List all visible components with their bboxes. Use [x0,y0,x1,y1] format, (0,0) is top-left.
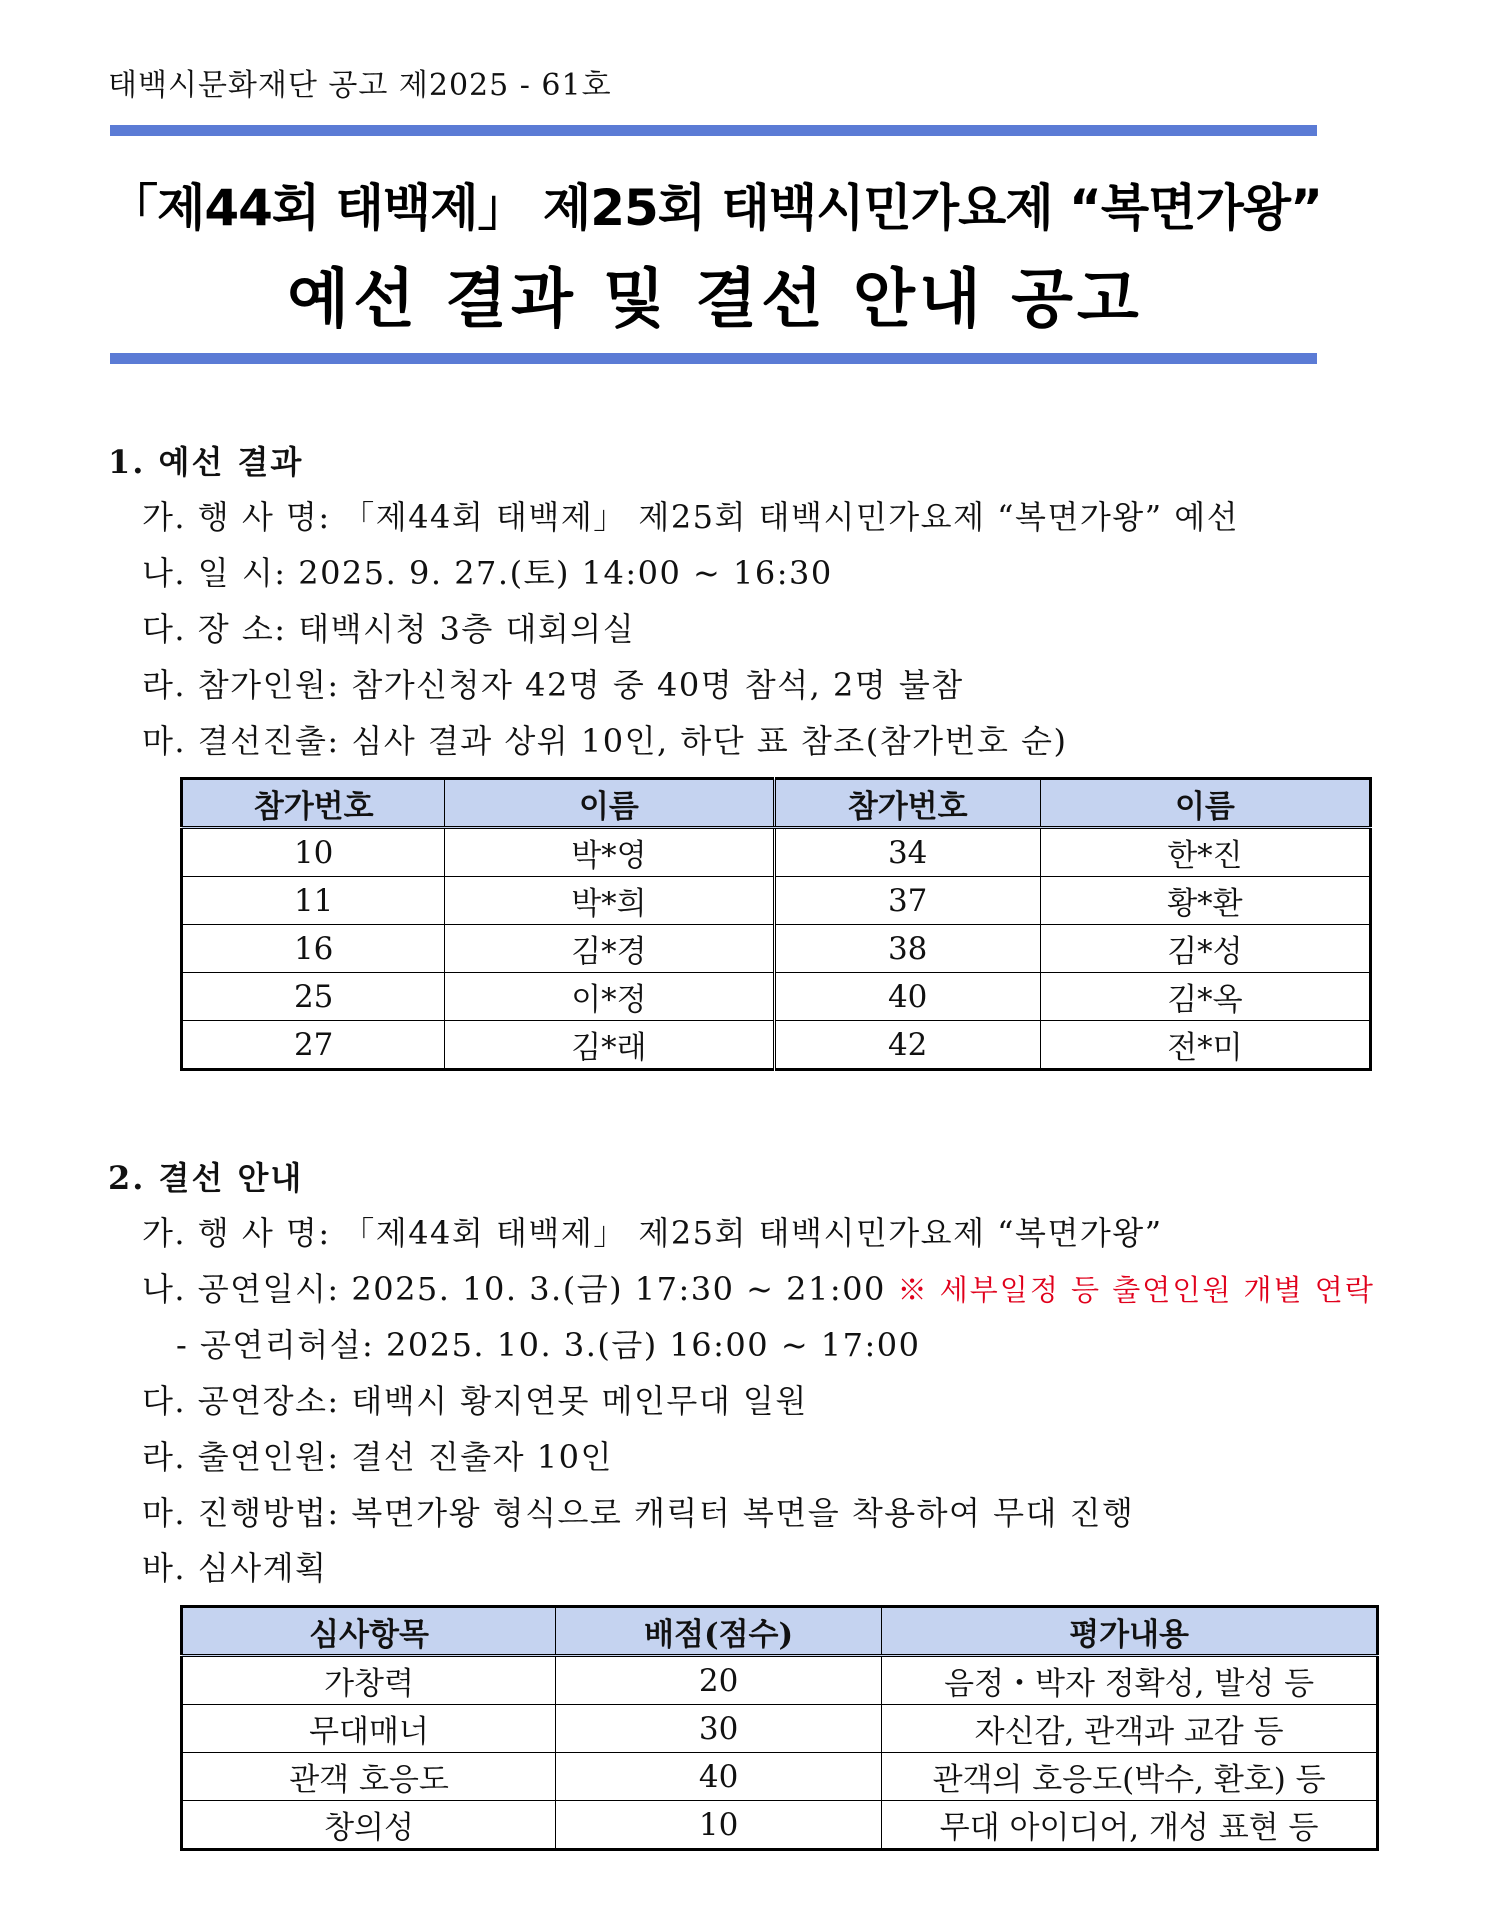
cell-criterion: 무대매너 [182,1705,556,1753]
section-2-heading: 2. 결선 안내 [108,1159,304,1197]
cell-name: 이*정 [445,973,774,1021]
cell-number: 42 [774,1021,1040,1070]
s2-contact-note: ※ 세부일정 등 출연인원 개별 연락 [897,1273,1375,1307]
col-header-name: 이름 [445,779,774,828]
cell-description: 음정・박자 정확성, 발성 등 [882,1656,1378,1705]
s1-item-participants: 라. 참가인원: 참가신청자 42명 중 40명 참석, 2명 불참 [142,666,964,704]
table-row [182,1705,1378,1753]
cell-name: 전*미 [1040,1021,1370,1070]
s2-item-datetime: 나. 공연일시: 2025. 10. 3.(금) 17:30 ~ 21:00 [142,1270,886,1308]
table-row [182,1021,1371,1070]
cell-score: 10 [556,1801,882,1850]
cell-criterion: 관객 호응도 [182,1753,556,1801]
cell-name: 박*영 [445,828,774,877]
s1-item-event-name: 가. 행 사 명: 「제44회 태백제」 제25회 태백시민가요제 “복면가왕” 예선 [142,498,1240,536]
s2-item-datetime-row [142,1264,1375,1310]
cell-number: 37 [774,877,1040,925]
col-header-score: 배점(점수) [556,1607,882,1656]
cell-name: 김*래 [445,1021,774,1070]
col-header-number: 참가번호 [182,779,445,828]
s2-item-venue: 다. 공연장소: 태백시 황지연못 메인무대 일원 [142,1382,808,1420]
s2-item-performers: 라. 출연인원: 결선 진출자 10인 [142,1438,613,1476]
cell-number: 40 [774,973,1040,1021]
section-1-heading: 1. 예선 결과 [108,443,304,481]
s2-item-method: 마. 진행방법: 복면가왕 형식으로 캐릭터 복면을 착용하여 무대 진행 [142,1494,1135,1532]
table-header-row [182,779,1371,828]
cell-score: 20 [556,1656,882,1705]
table-row [182,877,1371,925]
cell-description: 자신감, 관객과 교감 등 [882,1705,1378,1753]
s2-item-rehearsal: - 공연리허설: 2025. 10. 3.(금) 16:00 ~ 17:00 [176,1326,921,1364]
title-line-1: 「제44회 태백제」 제25회 태백시민가요제 “복면가왕” [108,179,1322,237]
table-row [182,1753,1378,1801]
col-header-number-2: 참가번호 [774,779,1040,828]
cell-number: 38 [774,925,1040,973]
s2-item-judging-plan: 바. 심사계획 [142,1549,328,1587]
table-row [182,973,1371,1021]
cell-name: 한*진 [1040,828,1370,877]
cell-description: 관객의 호응도(박수, 환호) 등 [882,1753,1378,1801]
cell-number: 27 [182,1021,445,1070]
cell-number: 10 [182,828,445,877]
cell-score: 30 [556,1705,882,1753]
cell-criterion: 창의성 [182,1801,556,1850]
cell-name: 박*희 [445,877,774,925]
s1-item-venue: 다. 장 소: 태백시청 3층 대회의실 [142,610,636,648]
top-rule [110,125,1317,136]
table-header-row [182,1607,1378,1656]
s2-item-event-name: 가. 행 사 명: 「제44회 태백제」 제25회 태백시민가요제 “복면가왕” [142,1214,1163,1252]
cell-criterion: 가창력 [182,1656,556,1705]
cell-number: 16 [182,925,445,973]
cell-number: 11 [182,877,445,925]
col-header-description: 평가내용 [882,1607,1378,1656]
cell-name: 김*경 [445,925,774,973]
cell-name: 김*옥 [1040,973,1370,1021]
cell-score: 40 [556,1753,882,1801]
table-row [182,1656,1378,1705]
table-row [182,828,1371,877]
cell-number: 34 [774,828,1040,877]
title-line-2: 예선 결과 및 결선 안내 공고 [287,263,1143,337]
col-header-name-2: 이름 [1040,779,1370,828]
table-row [182,925,1371,973]
notice-number: 태백시문화재단 공고 제2025 - 61호 [108,68,612,103]
table-row [182,1801,1378,1850]
cell-description: 무대 아이디어, 개성 표현 등 [882,1801,1378,1850]
col-header-criterion: 심사항목 [182,1607,556,1656]
judging-table [180,1605,1379,1851]
s1-item-finalists: 마. 결선진출: 심사 결과 상위 10인, 하단 표 참조(참가번호 순) [142,722,1068,760]
finalists-table [180,777,1372,1071]
cell-number: 25 [182,973,445,1021]
bottom-rule [110,353,1317,364]
s1-item-datetime: 나. 일 시: 2025. 9. 27.(토) 14:00 ~ 16:30 [142,554,833,592]
cell-name: 김*성 [1040,925,1370,973]
cell-name: 황*환 [1040,877,1370,925]
